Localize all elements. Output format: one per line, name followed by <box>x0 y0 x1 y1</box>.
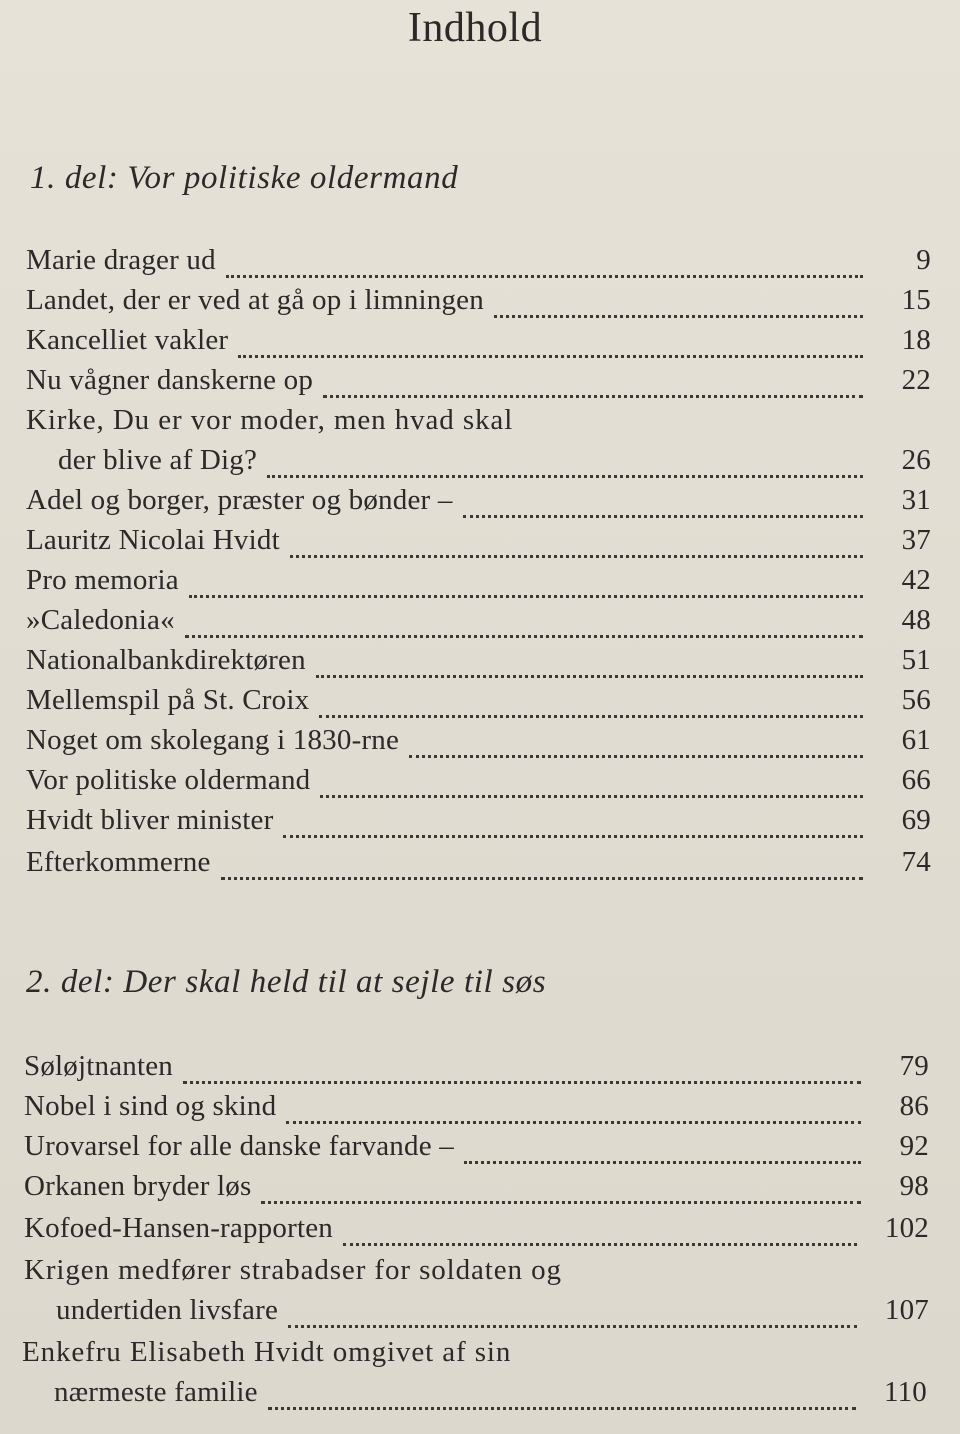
dot-leader <box>286 1121 861 1124</box>
toc-entry[interactable] <box>26 684 931 724</box>
toc-entry-first-line[interactable] <box>24 1254 929 1294</box>
toc-entry-page: 102 <box>884 1212 929 1244</box>
dot-leader <box>464 1161 861 1164</box>
toc-entry-page: 37 <box>901 524 931 556</box>
toc-entry-page: 18 <box>901 324 931 356</box>
page-title: Indhold <box>407 5 543 51</box>
toc-entry-label: Orkanen bryder løs <box>24 1170 252 1202</box>
dot-leader <box>288 1325 857 1328</box>
toc-entry-continuation[interactable] <box>22 1376 927 1416</box>
dot-leader <box>238 355 863 358</box>
toc-entry-label: Pro memoria <box>26 564 179 596</box>
dot-leader <box>268 1407 856 1410</box>
toc-entry[interactable] <box>26 764 931 804</box>
section-heading-2 <box>26 964 546 1001</box>
toc-entry-page: 86 <box>899 1090 929 1122</box>
toc-entry-page: 66 <box>901 764 931 796</box>
toc-entry-label: Marie drager ud <box>26 244 216 276</box>
toc-entry-label: Kancelliet vakler <box>26 324 229 356</box>
dot-leader <box>226 275 863 278</box>
toc-entry[interactable] <box>26 564 931 604</box>
toc-entry-label-continuation: nærmeste familie <box>54 1376 258 1408</box>
toc-entry-page: 61 <box>901 724 931 756</box>
toc-entry-label: Adel og borger, præster og bønder – <box>26 484 453 516</box>
toc-entry[interactable] <box>24 1050 929 1090</box>
dot-leader <box>494 315 863 318</box>
dot-leader <box>183 1081 861 1084</box>
toc-entry-page: 69 <box>901 804 931 836</box>
toc-entry-page: 42 <box>901 564 931 596</box>
toc-entry[interactable] <box>26 524 931 564</box>
dot-leader <box>290 555 863 558</box>
toc-entry[interactable] <box>26 724 931 764</box>
toc-entry-label: Søløjtnanten <box>24 1050 174 1082</box>
toc-entry-label: Lauritz Nicolai Hvidt <box>26 524 280 556</box>
toc-entry-label-continuation: der blive af Dig? <box>58 444 258 476</box>
dot-leader <box>319 715 863 718</box>
dot-leader <box>323 395 863 398</box>
toc-entry[interactable] <box>24 1212 929 1252</box>
toc-entry[interactable] <box>26 484 931 524</box>
toc-entry[interactable] <box>26 644 931 684</box>
toc-entry[interactable] <box>24 1170 929 1210</box>
toc-entry[interactable] <box>26 804 931 844</box>
dot-leader <box>343 1243 857 1246</box>
toc-entry-page: 98 <box>899 1170 929 1202</box>
toc-entry-page: 79 <box>899 1050 929 1082</box>
toc-entry-label: Vor politiske oldermand <box>26 764 311 796</box>
toc-entry[interactable] <box>26 244 931 284</box>
dot-leader <box>316 675 863 678</box>
toc-entry-label: »Caledonia« <box>26 604 175 636</box>
section-title: del: Vor politiske oldermand <box>64 160 459 196</box>
toc-entry-page: 9 <box>916 244 931 276</box>
toc-entry[interactable] <box>24 1090 929 1130</box>
toc-entry-continuation[interactable] <box>24 1294 929 1334</box>
toc-entry-page: 92 <box>899 1130 929 1162</box>
toc-entry-page: 15 <box>901 284 931 316</box>
toc-entry-label: Nu vågner danskerne op <box>26 364 314 396</box>
toc-entry-page: 74 <box>901 846 931 878</box>
toc-entry[interactable] <box>26 364 931 404</box>
toc-entry[interactable] <box>26 324 931 364</box>
toc-entry-page: 107 <box>884 1294 929 1326</box>
toc-entry-label: Landet, der er ved at gå op i limningen <box>26 284 484 316</box>
section-number: 2. <box>26 964 52 1000</box>
dot-leader <box>320 795 863 798</box>
dot-leader <box>185 635 863 638</box>
toc-entry-label: Kirke, Du er vor moder, men hvad skal <box>26 404 514 436</box>
toc-entry-page: 51 <box>901 644 931 676</box>
dot-leader <box>261 1201 861 1204</box>
toc-entry-label: Krigen medfører strabadser for soldaten og <box>24 1254 562 1286</box>
toc-entry-label: Efterkommerne <box>26 846 211 878</box>
section-heading-1 <box>30 160 458 197</box>
dot-leader <box>189 595 863 598</box>
toc-entry-page: 56 <box>901 684 931 716</box>
toc-entry-page: 110 <box>883 1376 927 1408</box>
toc-entry-page: 31 <box>901 484 931 516</box>
section-title: del: Der skal held til at sejle til søs <box>60 964 547 1000</box>
toc-entry-first-line[interactable] <box>26 404 931 444</box>
toc-entry-page: 48 <box>901 604 931 636</box>
toc-entry-label: Enkefru Elisabeth Hvidt omgivet af sin <box>22 1336 512 1368</box>
dot-leader <box>463 515 863 518</box>
toc-entry-label: Noget om skolegang i 1830-rne <box>26 724 400 756</box>
toc-entry[interactable] <box>26 604 931 644</box>
toc-entry-label: Nobel i sind og skind <box>24 1090 277 1122</box>
toc-entry-page: 22 <box>901 364 931 396</box>
dot-leader <box>267 475 863 478</box>
toc-entry-continuation[interactable] <box>26 444 931 484</box>
toc-entry-label: Nationalbankdirektøren <box>26 644 306 676</box>
toc-entry-label-continuation: undertiden livsfare <box>56 1294 279 1326</box>
dot-leader <box>221 877 863 880</box>
toc-entry-label: Mellemspil på St. Croix <box>26 684 310 716</box>
toc-entry[interactable] <box>26 846 931 886</box>
toc-entry-label: Hvidt bliver minister <box>26 804 274 836</box>
toc-entry[interactable] <box>24 1130 929 1170</box>
dot-leader <box>283 835 863 838</box>
section-number: 1. <box>30 160 56 196</box>
toc-entry[interactable] <box>26 284 931 324</box>
toc-entry-first-line[interactable] <box>22 1336 927 1376</box>
dot-leader <box>409 755 863 758</box>
toc-entry-label: Kofoed-Hansen-rapporten <box>24 1212 333 1244</box>
toc-entry-page: 26 <box>901 444 931 476</box>
toc-entry-label: Urovarsel for alle danske farvande – <box>24 1130 454 1162</box>
